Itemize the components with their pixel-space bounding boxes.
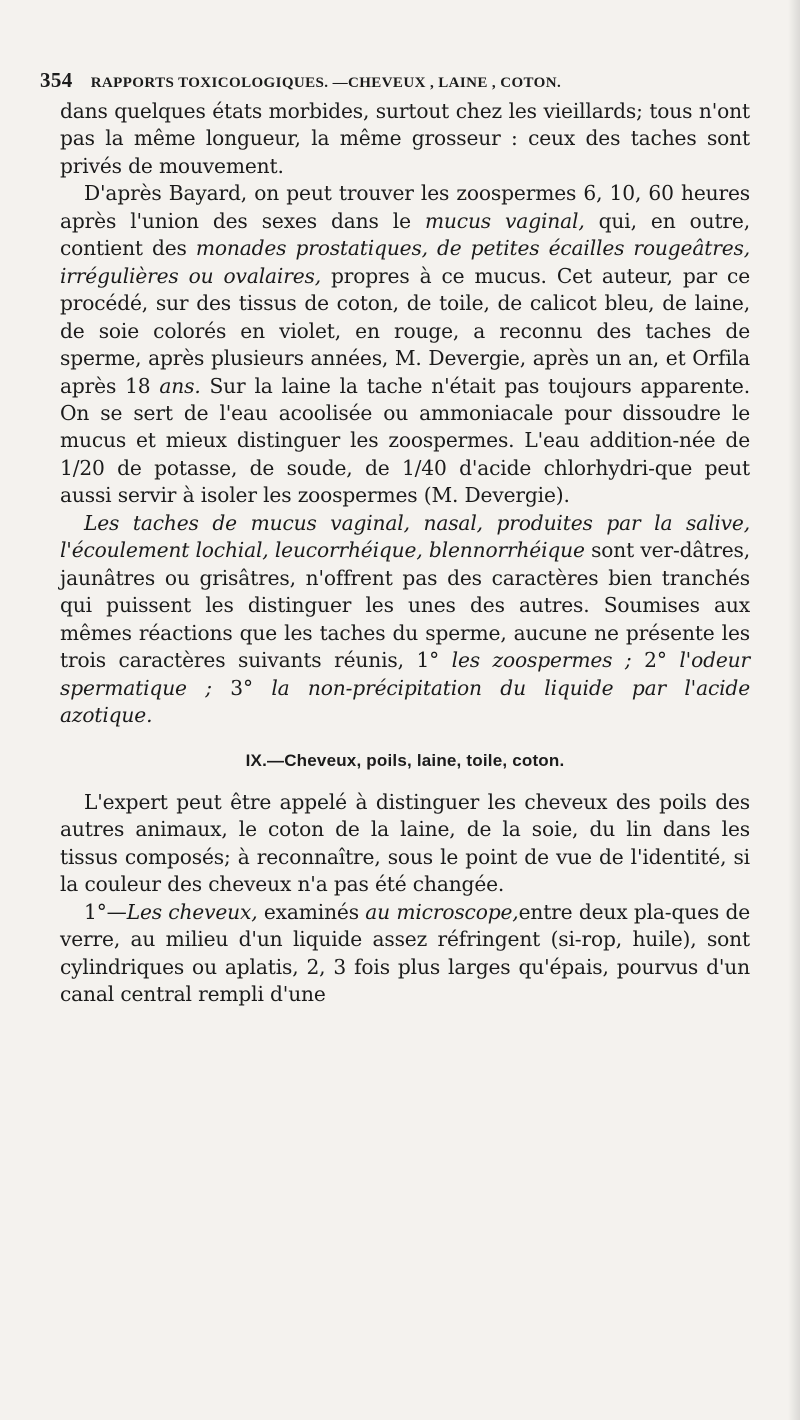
page-number: 354 bbox=[40, 68, 73, 92]
p3-text-2: sont ver-dâtres, jaunâtres ou grisâtres, n'offrent pas des caractères bien tranchés qui puissent les distinguer les unes des autres. Soumises aux mêmes réactions que les taches du sperme, aucune ne présente les trois caractères suivants réunis, 1° bbox=[60, 538, 751, 673]
body-text bbox=[60, 98, 750, 1009]
p2-emphasis-1: mucus vaginal, bbox=[424, 208, 585, 233]
p3-emphasis-4: la non-précipitation du liquide par l'acide azotique. bbox=[60, 675, 750, 727]
p3-emphasis-2: les zoospermes ; bbox=[451, 648, 632, 673]
p2-text-2: qui, en outre, contient des bbox=[60, 208, 750, 261]
paragraph-3 bbox=[60, 510, 750, 730]
p5-text-1: 1°— bbox=[84, 899, 127, 924]
p3-text-4: 3° bbox=[211, 675, 272, 700]
page-edge-shadow bbox=[788, 0, 800, 1420]
p5-emphasis-1: Les cheveux, bbox=[126, 899, 258, 924]
p2-text-1: D'après Bayard, on peut trouver les zoospermes 6, 10, 60 heures après l'union des sexes dans le bbox=[60, 181, 750, 233]
paragraph-1 bbox=[60, 98, 750, 180]
p2-text-4: Sur la laine la tache n'était pas toujours apparente. On se sert de l'eau acoolisée ou ammoniacale pour dissoudre le mucus et mieux distinguer les zoospermes. L'eau addition-née de 1/20 de potasse, de soude, de 1/40 d'acide chlorhydri-que peut aussi servir à isoler les zoospermes (M. Devergie). bbox=[60, 373, 750, 508]
paragraph-4 bbox=[60, 789, 750, 899]
p5-emphasis-2: au microscope, bbox=[365, 899, 519, 924]
p5-text-3: entre deux pla-ques de verre, au milieu d'un liquide assez réfringent (si-rop, huile), sont cylindriques ou aplatis, 2, 3 fois plus larges qu'épais, pourvus d'un canal central rempli d'une bbox=[60, 899, 751, 1007]
paragraph-2 bbox=[60, 180, 750, 509]
p2-text-3: propres à ce mucus. Cet auteur, par ce procédé, sur des tissus de coton, de toile, de calicot bleu, de laine, de soie colorés en violet, en rouge, a reconnu des taches de sperme, après plusieurs années, M. Devergie, après un an, et Orfila après 18 bbox=[60, 263, 750, 398]
running-title: RAPPORTS TOXICOLOGIQUES. —CHEVEUX , LAINE , COTON. bbox=[90, 75, 562, 91]
p3-emphasis-1: Les taches de mucus vaginal, nasal, produites par la salive, l'écoulement lochial, leucorrhéique, blennorrhéique bbox=[60, 510, 750, 563]
paragraph-4-text: L'expert peut être appelé à distinguer les cheveux des poils des autres animaux, le coton de la laine, de la soie, du lin dans les tissus composés; à reconnaître, sous le point de vue de l'identité, si la couleur des cheveux n'a pas été changée. bbox=[60, 789, 750, 897]
p2-emphasis-3: ans. bbox=[159, 373, 201, 398]
p5-text-2: examinés bbox=[257, 899, 366, 924]
p3-text-3: 2° bbox=[631, 648, 680, 673]
running-header bbox=[40, 68, 750, 90]
p2-emphasis-2: monades prostatiques, de petites écailles rougeâtres, irrégulières ou ovalaires, bbox=[60, 236, 750, 288]
section-heading: IX.—Cheveux, poils, laine, toile, coton. bbox=[245, 751, 565, 771]
paragraph-1-text: dans quelques états morbides, surtout chez les vieillards; tous n'ont pas la même longueur, la même grosseur : ceux des taches sont privés de mouvement. bbox=[60, 99, 750, 178]
p3-emphasis-3: l'odeur spermatique ; bbox=[60, 648, 750, 700]
paragraph-5 bbox=[60, 899, 750, 1009]
